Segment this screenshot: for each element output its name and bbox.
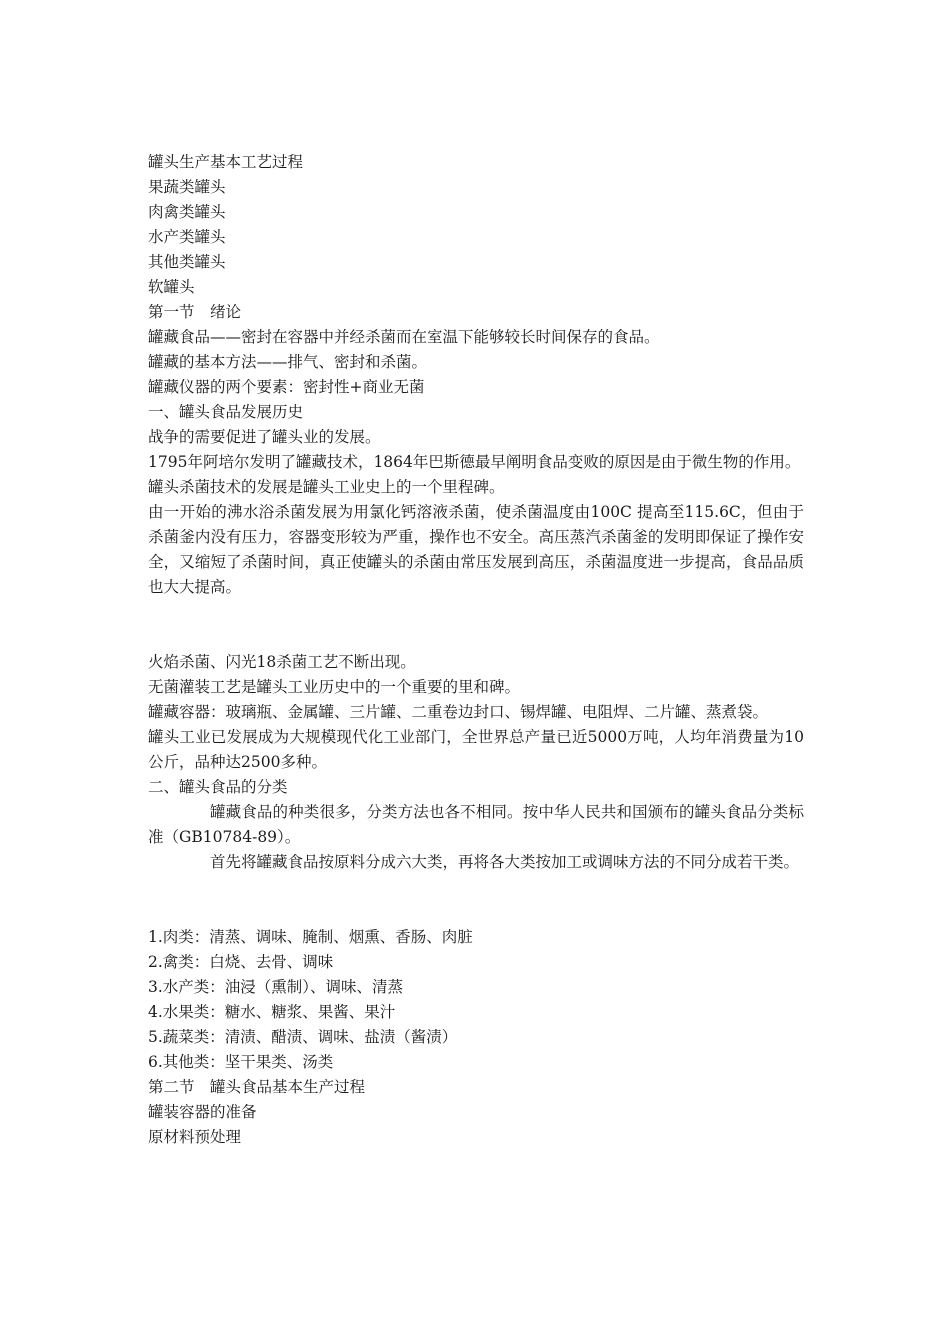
classification-paragraph-2: 首先将罐藏食品按原料分成六大类，再将各大类按加工或调味方法的不同分成若干类。 [210, 853, 800, 871]
history-milestone: 罐头杀菌技术的发展是罐头工业史上的一个里程碑。 [148, 478, 505, 496]
step-raw-material: 原材料预处理 [148, 1128, 242, 1146]
definition-two-elements: 罐藏仪器的两个要素：密封性+商业无菌 [148, 378, 425, 396]
flame-sterilization: 火焰杀菌、闪光18杀菌工艺不断出现。 [148, 653, 416, 671]
outline-item-soft-can: 软罐头 [148, 278, 195, 296]
category-item-meat: 1.肉类：清蒸、调味、腌制、烟熏、香肠、肉脏 [148, 928, 473, 946]
classification-paragraph-1: 罐藏食品的种类很多，分类方法也各不相同。按中华人民共和国颁布的罐头食品分类标准（GB10784-89）。 [148, 803, 804, 846]
document-body [148, 150, 804, 1150]
outline-item-other: 其他类罐头 [148, 253, 226, 271]
category-item-other: 6.其他类：坚干果类、汤类 [148, 1053, 334, 1071]
subheading-classification: 二、罐头食品的分类 [148, 778, 288, 796]
step-container-prep: 罐装容器的准备 [148, 1103, 257, 1121]
industry-paragraph: 罐头工业已发展成为大规模现代化工业部门，全世界总产量已近5000万吨，人均年消费量为10公斤，品种达2500多种。 [148, 728, 804, 771]
aseptic-filling: 无菌灌装工艺是罐头工业历史中的一个重要的里和碑。 [148, 678, 521, 696]
section-heading-1: 第一节 绪论 [148, 303, 242, 321]
container-types: 罐藏容器：玻璃瓶、金属罐、三片罐、二重卷边封口、锡焊罐、电阻焊、二片罐、蒸煮袋。 [148, 703, 769, 721]
definition-basic-method: 罐藏的基本方法——排气、密封和杀菌。 [148, 353, 428, 371]
category-item-fruit: 4.水果类：糖水、糖浆、果酱、果汁 [148, 1003, 396, 1021]
history-war: 战争的需要促进了罐头业的发展。 [148, 428, 381, 446]
history-1795-paragraph: 1795年阿培尔发明了罐藏技术，1864年巴斯德最早阐明食品变败的原因是由于微生物的作用。 [148, 453, 801, 471]
doc-title: 罐头生产基本工艺过程 [148, 153, 304, 171]
category-item-vegetable: 5.蔬菜类：清渍、醋渍、调味、盐渍（酱渍） [148, 1028, 458, 1046]
definition-canned-food: 罐藏食品——密封在容器中并经杀菌而在室温下能够较长时间保存的食品。 [148, 328, 660, 346]
subheading-history: 一、罐头食品发展历史 [148, 403, 304, 421]
outline-item-aquatic: 水产类罐头 [148, 228, 226, 246]
category-item-poultry: 2.禽类：白烧、去骨、调味 [148, 953, 334, 971]
section-heading-2: 第二节 罐头食品基本生产过程 [148, 1078, 366, 1096]
sterilization-paragraph: 由一开始的沸水浴杀菌发展为用氯化钙溶液杀菌，使杀菌温度由100C 提高至115.6C，但由于杀菌釜内没有压力，容器变形较为严重，操作也不安全。高压蒸汽杀菌釜的发明即保证了操作安全，又缩短了杀菌时间，真正使罐头的杀菌由常压发展到高压，杀菌温度进一步提高，食品品质也大大提高。 [148, 503, 804, 596]
spacer [148, 875, 804, 925]
outline-item-meat-poultry: 肉禽类罐头 [148, 203, 226, 221]
outline-item-fruit-veg: 果蔬类罐头 [148, 178, 226, 196]
category-item-aquatic: 3.水产类：油浸（熏制）、调味、清蒸 [148, 978, 404, 996]
spacer [148, 600, 804, 650]
